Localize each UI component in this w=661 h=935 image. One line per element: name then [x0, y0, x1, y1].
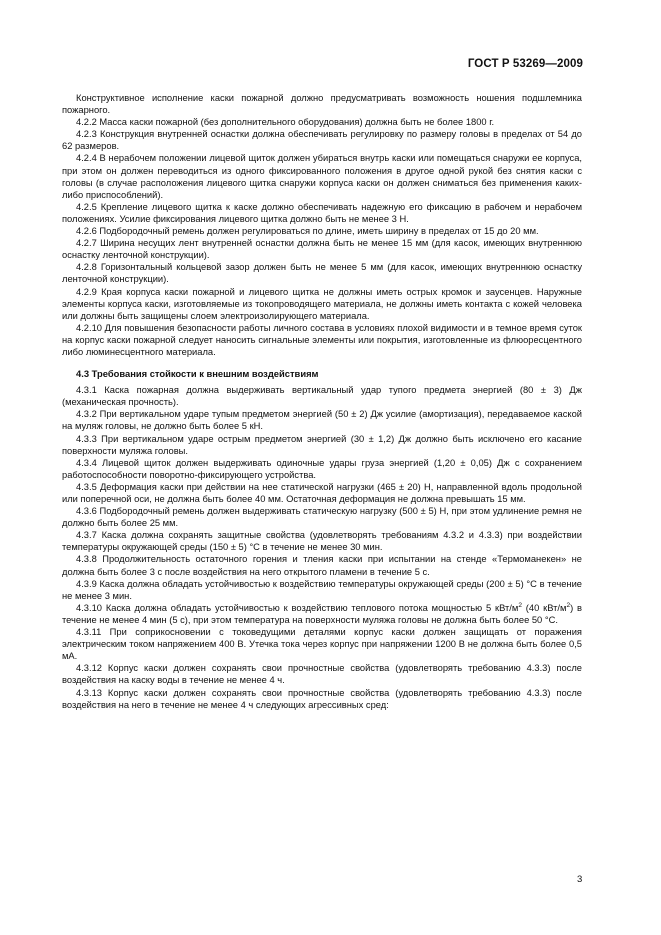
paragraph: Конструктивное исполнение каски пожарной должно предусматривать возможность ношения подшлемника пожарного.: [62, 93, 582, 116]
text-fragment: ) в течение не менее 4 мин (5 с), при этом температура на поверхности муляжа головы не должна быть более 50 °С.: [62, 602, 583, 625]
paragraph: 4.3.3 При вертикальном ударе острым предметом энергией (30 ± 1,2) Дж должно быть исключено его касание поверхности муляжа головы.: [62, 433, 582, 456]
paragraph: 4.3.7 Каска должна сохранять защитные свойства (удовлетворять требованиям 4.3.2 и 4.3.3) при воздействии температуры окружающей среды (150 ± 5) °С в течение не менее 30 мин.: [62, 530, 582, 553]
paragraph: 4.3.4 Лицевой щиток должен выдерживать одиночные удары груза энергией (1,20 ± 0,05) Дж с сохранением работоспособности поворотно-фиксирующего устройства.: [62, 457, 582, 480]
page-number: 3: [577, 874, 583, 885]
paragraph: 4.3.9 Каска должна обладать устойчивостью к воздействию температуры окружающей среды (200 ± 5) °С в течение не менее 3 мин.: [62, 578, 582, 601]
paragraph: 4.3.2 При вертикальном ударе тупым предметом энергией (50 ± 2) Дж усилие (амортизация), передаваемое каской на муляж головы, не должно быть более 5 кН.: [62, 409, 582, 432]
standard-header: ГОСТ Р 53269—2009: [467, 58, 583, 70]
paragraph: 4.3.11 При соприкосновении с токоведущими деталями корпус каски должен защищать от поражения электрическим током напряжением 400 В. Утечка тока через корпус при напряжении 1200 В не должна быть более 0,5 мА.: [62, 627, 582, 662]
text-fragment: 4.3.10 Каска должна обладать устойчивостью к воздействию теплового потока мощностью 5 кВт/м: [76, 602, 519, 613]
paragraph: 4.3.5 Деформация каски при действии на нее статической нагрузки (465 ± 20) Н, направленной вдоль продольной или поперечной оси, не должна быть более 40 мм. Остаточная деформация не должна превышать 15 мм.: [62, 481, 582, 504]
paragraph: 4.2.10 Для повышения безопасности работы личного состава в условиях плохой видимости и в темное время суток на корпус каски пожарной следует наносить сигнальные элементы или покрытия, изготовленные из флюоресцентного либо люминесцентного материала.: [62, 322, 582, 357]
paragraph: 4.2.8 Горизонтальный кольцевой зазор должен быть не менее 5 мм (для касок, имеющих внутреннюю оснастку ленточной конструкции).: [62, 262, 582, 285]
paragraph: 4.2.3 Конструкция внутренней оснастки должна обеспечивать регулировку по размеру головы в пределах от 54 до 62 размеров.: [62, 129, 582, 152]
paragraph: 4.3.12 Корпус каски должен сохранять свои прочностные свойства (удовлетворять требованию 4.3.3) после воздействия на каску воды в течение не менее 4 ч.: [62, 663, 582, 686]
superscript: 2: [518, 601, 522, 609]
paragraph: 4.2.5 Крепление лицевого щитка к каске должно обеспечивать надежную его фиксацию в рабочем и нерабочем положениях. Усилие фиксирования лицевого щитка должно быть не менее 3 Н.: [62, 201, 582, 224]
section-title: 4.3 Требования стойкости к внешним воздействиям: [76, 368, 319, 380]
paragraph-4-3-10: [62, 602, 582, 626]
paragraph: 4.3.1 Каска пожарная должна выдерживать вертикальный удар тупого предмета энергией (80 ± 3) Дж (механическая прочность).: [62, 385, 582, 408]
paragraph: 4.3.13 Корпус каски должен сохранять свои прочностные свойства (удовлетворять требованию 4.3.3) после воздействия на него в течение не менее 4 ч следующих агрессивных сред:: [62, 687, 582, 710]
superscript: 2: [566, 601, 571, 609]
text-fragment: (40 кВт/м: [521, 602, 567, 613]
paragraph: 4.2.4 В нерабочем положении лицевой щиток должен убираться внутрь каски или помещаться снаружи ее корпуса, при этом он должен переводиться из одного фиксированного положения в другое одной рукой без снятия каски с головы (в случае расположения лицевого щитка снаружи корпуса каски он должен сниматься без применения каких-либо приспособлений).: [62, 153, 582, 200]
paragraph: 4.3.8 Продолжительность остаточного горения и тления каски при испытании на стенде «Термоманекен» не должна быть более 3 с после воздействия на него открытого пламени в течение 5 с.: [62, 554, 582, 577]
paragraph: 4.2.2 Масса каски пожарной (без дополнительного оборудования) должна быть не более 1800 г.: [76, 117, 495, 128]
paragraph: 4.2.7 Ширина несущих лент внутренней оснастки должна быть не менее 15 мм (для касок, имеющих внутреннюю оснастку ленточной конструкции).: [62, 238, 582, 261]
document-body: [62, 92, 582, 711]
paragraph: 4.3.6 Подбородочный ремень должен выдерживать статическую нагрузку (500 ± 5) Н, при этом удлинение ремня не должно быть более 25 мм.: [62, 506, 582, 529]
paragraph: 4.2.6 Подбородочный ремень должен регулироваться по длине, иметь ширину в пределах от 15 до 20 мм.: [76, 226, 539, 237]
paragraph: 4.2.9 Края корпуса каски пожарной и лицевого щитка не должны иметь острых кромок и заусенцев. Наружные элементы корпуса каски, изготовляемые из токопроводящего материала, не должны иметь контакта с кожей человека или должны быть защищены слоем электроизолирующего материала.: [62, 286, 582, 321]
